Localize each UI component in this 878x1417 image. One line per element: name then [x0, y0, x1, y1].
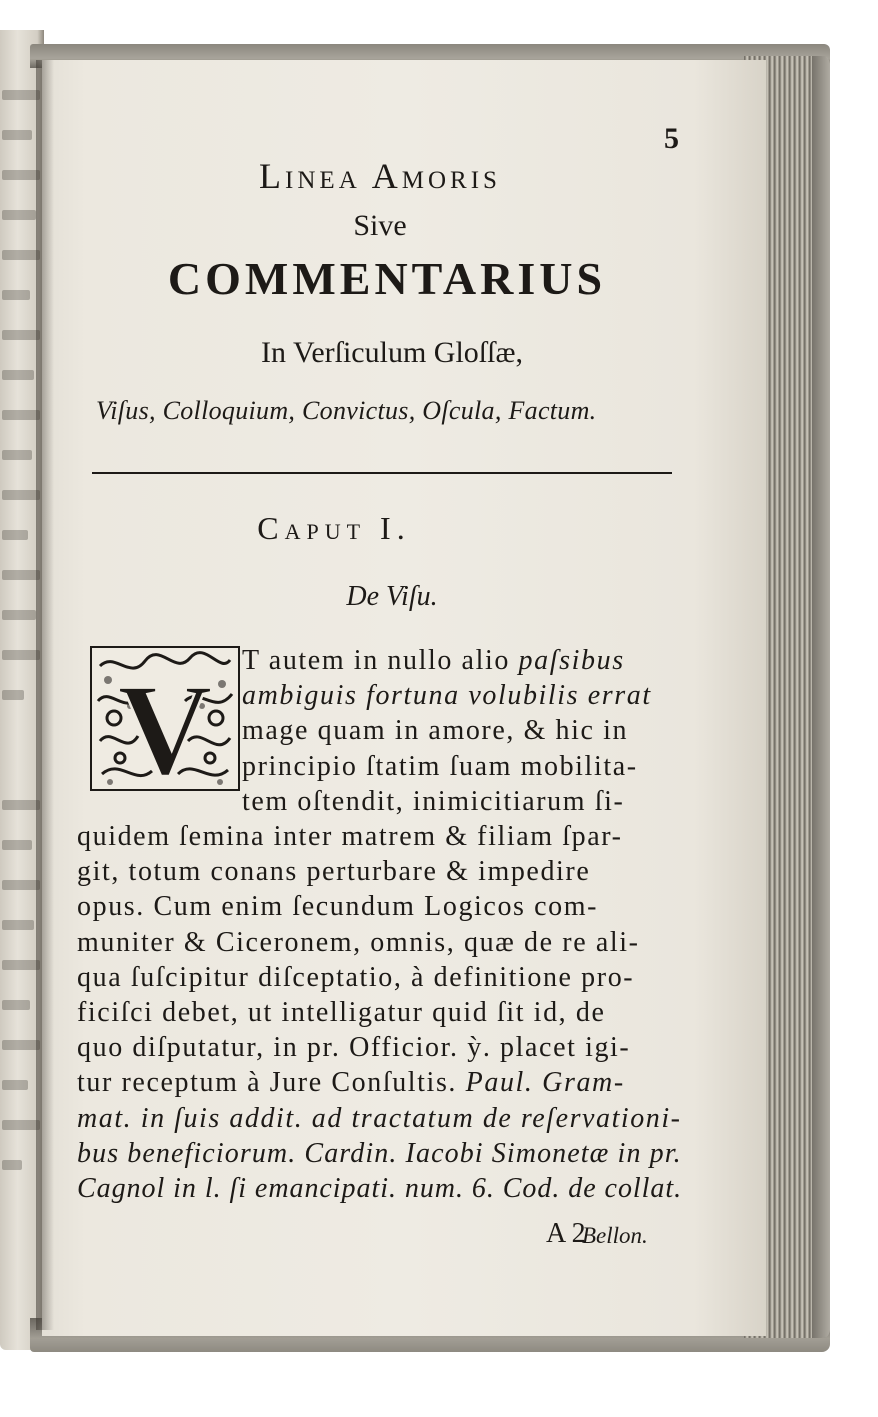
facing-page-text-line	[2, 920, 34, 930]
body-line-italic: Cagnol in l. ſi emancipati. num. 6. Cod. de collat.	[77, 1173, 683, 1204]
body-line	[77, 1138, 682, 1170]
body-line-roman: T autem in nullo alio	[242, 645, 519, 676]
body-line	[77, 997, 606, 1029]
body-line-roman: git, totum conans perturbare & impedire	[77, 856, 591, 888]
facing-page-text-line	[2, 610, 36, 620]
facing-page-text-line	[2, 570, 40, 580]
body-line-roman: tem oſtendit, inimicitiarum ſi-	[242, 785, 625, 817]
body-line-roman: quidem ſemina inter matrem & filiam ſpar-	[77, 821, 623, 852]
facing-page-text-line	[2, 290, 30, 300]
title-line-3: COMMENTARIUS	[167, 253, 607, 304]
body-line	[77, 891, 598, 923]
chapter-subtitle: De Viſu.	[346, 581, 438, 612]
body-line	[242, 645, 625, 677]
body-line	[77, 1067, 625, 1099]
horizontal-rule	[92, 472, 672, 474]
facing-page-text-line	[2, 800, 40, 810]
chapter-title: Caput I.	[257, 510, 411, 546]
body-line-italic: Paul. Gram-	[465, 1067, 625, 1099]
title-line-5: Viſus, Colloquium, Convictus, Oſcula, Factum.	[96, 396, 597, 425]
body-line	[77, 821, 623, 853]
facing-page-text-line	[2, 530, 28, 540]
body-line-italic: paſsibus	[518, 645, 625, 676]
facing-page-text-line	[2, 250, 40, 260]
body-line-roman: tur receptum à Jure Conſultis.	[77, 1067, 466, 1099]
facing-page-text-line	[2, 690, 24, 700]
body-line	[242, 751, 638, 783]
body-line-italic: mat. in ſuis addit. ad tractatum de reſervationi-	[77, 1102, 682, 1134]
facing-page-text-line	[2, 880, 40, 890]
facing-page-text-line	[2, 1040, 40, 1050]
facing-page-text-line	[2, 1000, 30, 1010]
body-line-roman: muniter & Ciceronem, omnis, quæ de re ali-	[77, 926, 640, 958]
gutter-shadow	[36, 60, 54, 1330]
body-line	[77, 1173, 682, 1205]
body-line-roman: mage quam in amore, & hic in	[242, 715, 629, 747]
body-line-roman: principio ſtatim ſuam mobilita-	[242, 750, 638, 782]
body-line	[77, 1103, 682, 1135]
facing-page-text-line	[2, 410, 40, 420]
facing-page-text-line	[2, 650, 40, 660]
facing-page-text-line	[2, 130, 32, 140]
facing-page-text-line	[2, 450, 32, 460]
facing-page-text-line	[2, 330, 40, 340]
ornamental-initial-icon	[90, 646, 240, 791]
page-number: 5	[664, 122, 679, 155]
body-line-roman: ficiſci debet, ut intelligatur quid ſit id, de	[77, 997, 606, 1028]
body-line-italic: bus beneficiorum. Cardin. Iacobi Simonetæ in pr.	[77, 1137, 682, 1169]
body-line-italic: ambiguis fortuna volubilis errat	[242, 680, 652, 712]
body-line	[242, 715, 628, 747]
facing-page-text-line	[2, 1120, 40, 1130]
title-line-4: In Verſiculum Gloſſæ,	[261, 336, 523, 369]
body-line	[77, 1032, 630, 1064]
facing-page-text-line	[2, 960, 40, 970]
printed-page	[42, 60, 766, 1336]
title-line-2: Sive	[353, 209, 407, 242]
facing-page-text-line	[2, 170, 40, 180]
body-line	[77, 962, 634, 994]
body-line-roman: quo diſputatur, in pr. Officior. ỳ. placet igi-	[77, 1032, 631, 1064]
catchword: Bellon.	[582, 1223, 648, 1248]
facing-page-text-line	[2, 90, 40, 100]
facing-page-text-line	[2, 210, 36, 220]
title-line-1: Linea Amoris	[259, 156, 501, 196]
facing-page-text-line	[2, 1160, 22, 1170]
initial-letter: V	[117, 656, 213, 791]
body-line	[77, 856, 590, 888]
facing-page-text-line	[2, 840, 32, 850]
body-line	[242, 680, 652, 712]
body-line	[242, 786, 624, 818]
body-line-roman: opus. Cum enim ſecundum Logicos com-	[77, 891, 599, 923]
facing-page-text-line	[2, 370, 34, 380]
facing-page-text-line	[2, 1080, 28, 1090]
body-line-roman: qua ſuſcipitur diſceptatio, à definitione pro-	[77, 961, 635, 993]
signature-mark: A 2	[546, 1218, 586, 1249]
body-line	[77, 927, 640, 959]
facing-page-text-line	[2, 490, 40, 500]
